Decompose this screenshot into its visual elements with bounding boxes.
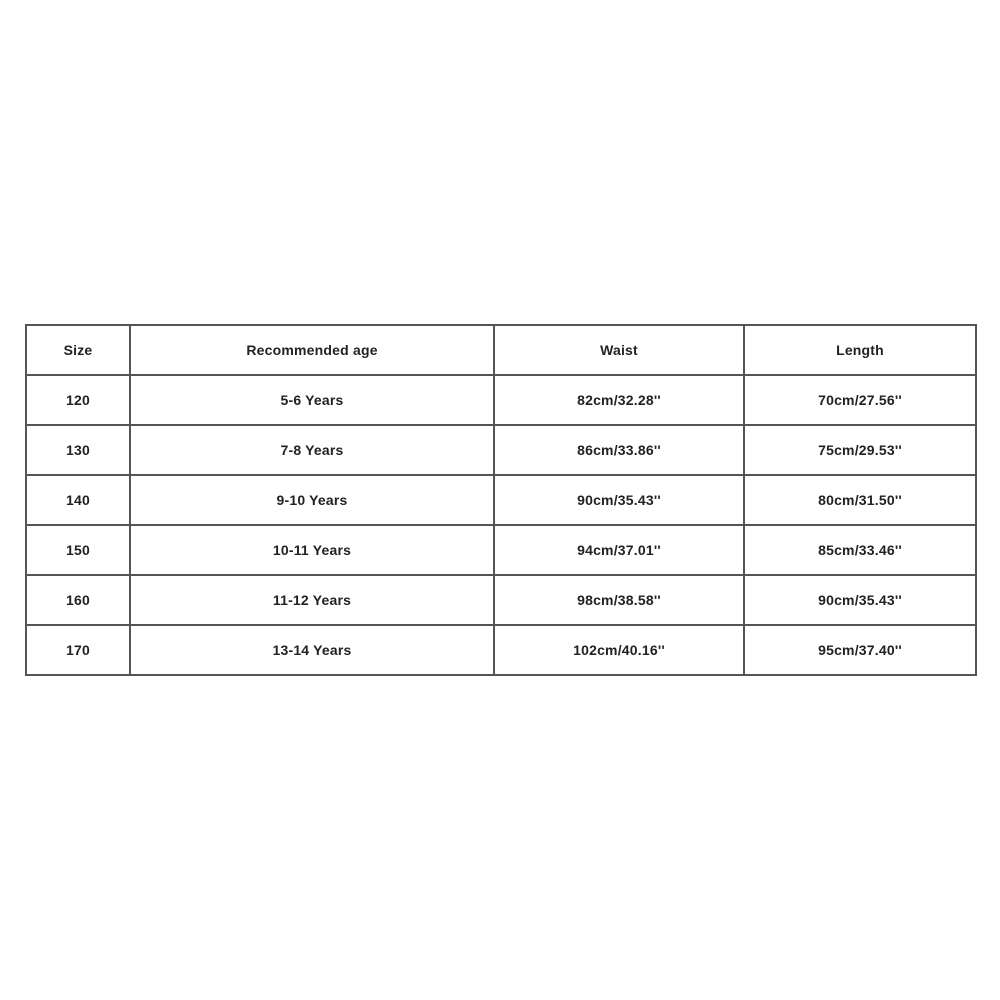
- cell-waist: 102cm/40.16'': [494, 625, 744, 675]
- header-length: Length: [744, 325, 976, 375]
- cell-recommended-age: 7-8 Years: [130, 425, 494, 475]
- table-row: [26, 575, 976, 625]
- table-row: [26, 625, 976, 675]
- table-header: [26, 325, 976, 375]
- header-size: Size: [26, 325, 130, 375]
- cell-length: 90cm/35.43'': [744, 575, 976, 625]
- cell-length: 85cm/33.46'': [744, 525, 976, 575]
- cell-size: 170: [26, 625, 130, 675]
- table-row: [26, 525, 976, 575]
- table-row: [26, 475, 976, 525]
- table-row: [26, 425, 976, 475]
- cell-recommended-age: 9-10 Years: [130, 475, 494, 525]
- cell-length: 70cm/27.56'': [744, 375, 976, 425]
- cell-size: 140: [26, 475, 130, 525]
- cell-length: 95cm/37.40'': [744, 625, 976, 675]
- cell-size: 150: [26, 525, 130, 575]
- table-body: [26, 375, 976, 675]
- cell-waist: 82cm/32.28'': [494, 375, 744, 425]
- cell-size: 160: [26, 575, 130, 625]
- cell-size: 120: [26, 375, 130, 425]
- cell-waist: 90cm/35.43'': [494, 475, 744, 525]
- cell-recommended-age: 13-14 Years: [130, 625, 494, 675]
- cell-length: 80cm/31.50'': [744, 475, 976, 525]
- cell-waist: 98cm/38.58'': [494, 575, 744, 625]
- cell-recommended-age: 5-6 Years: [130, 375, 494, 425]
- size-chart-table: [25, 324, 977, 676]
- cell-recommended-age: 11-12 Years: [130, 575, 494, 625]
- header-waist: Waist: [494, 325, 744, 375]
- cell-waist: 94cm/37.01'': [494, 525, 744, 575]
- cell-length: 75cm/29.53'': [744, 425, 976, 475]
- header-row: [26, 325, 976, 375]
- table-row: [26, 375, 976, 425]
- cell-recommended-age: 10-11 Years: [130, 525, 494, 575]
- cell-waist: 86cm/33.86'': [494, 425, 744, 475]
- cell-size: 130: [26, 425, 130, 475]
- header-recommended-age: Recommended age: [130, 325, 494, 375]
